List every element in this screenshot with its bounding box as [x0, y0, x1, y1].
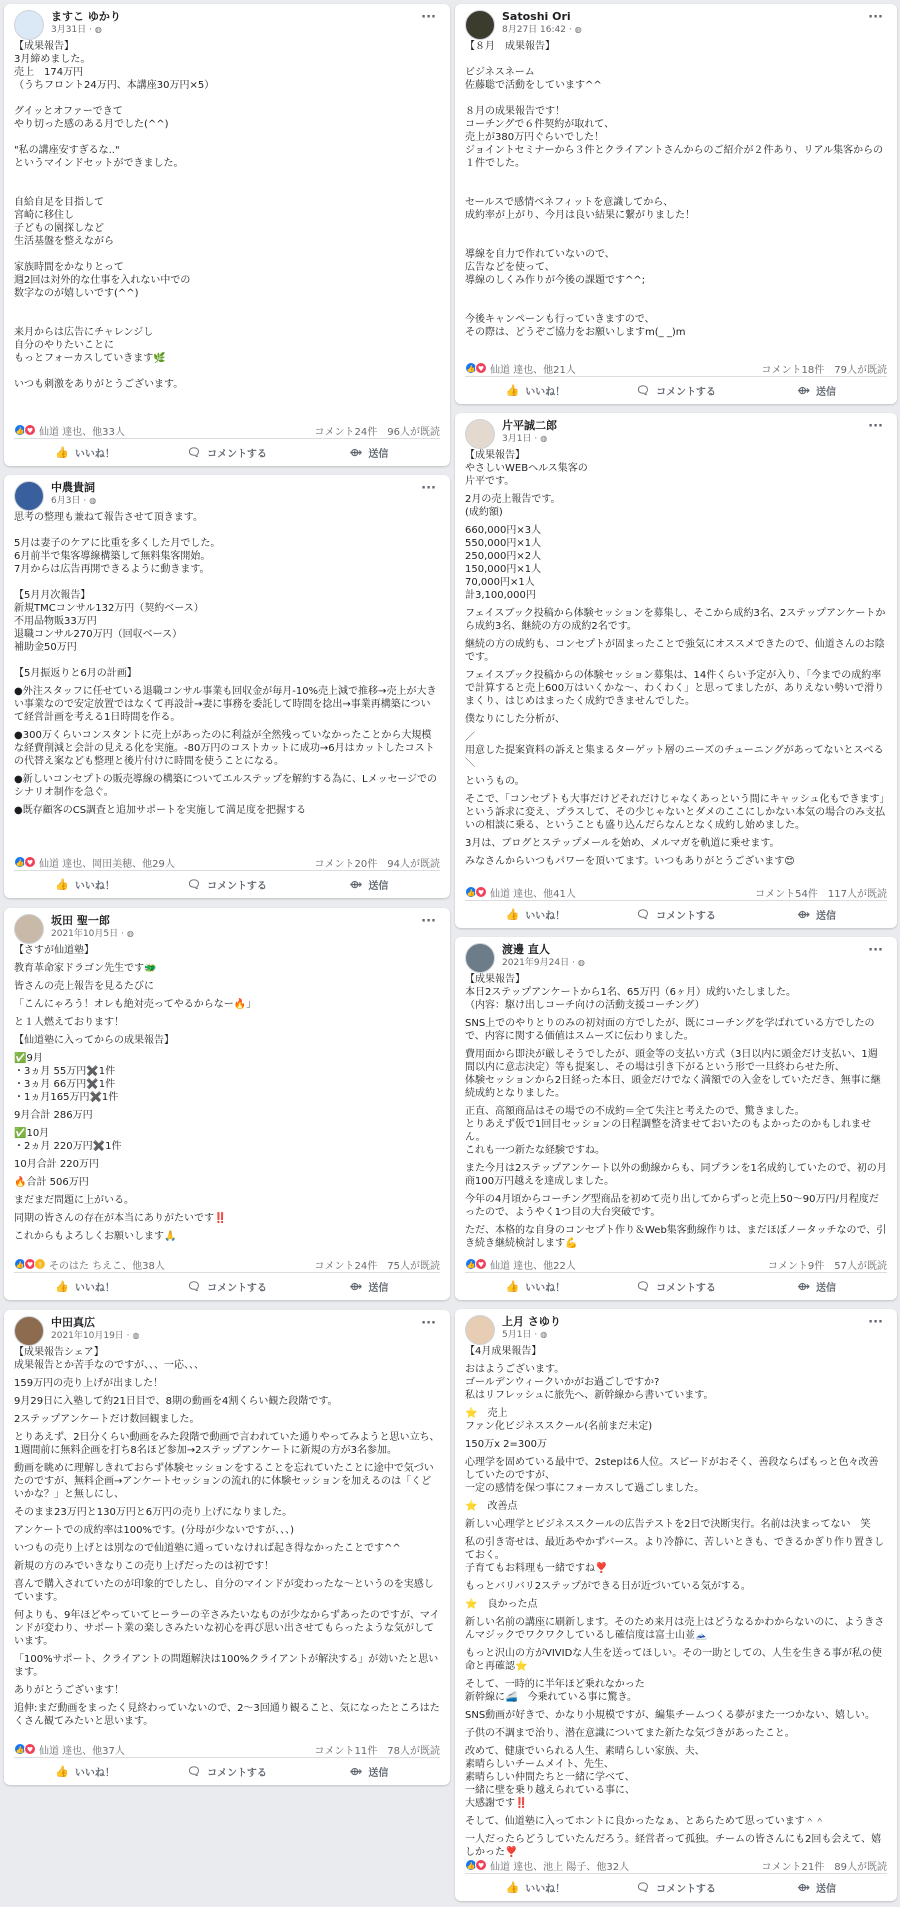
like-button[interactable]	[14, 439, 156, 466]
reaction-icons[interactable]	[14, 1258, 44, 1270]
post-paragraph: そのまま23万円と130万円と6万円の売り上げになりました。	[14, 1507, 293, 1518]
post-header	[4, 908, 450, 944]
post-body	[4, 1346, 450, 1728]
action-bar	[465, 1272, 887, 1300]
wow-reaction-icon: !	[34, 1258, 46, 1270]
post-paragraph: 660,000円×3人 550,000円×1人 250,000円×2人 150,000円×1人 70,000円×1人 計3,100,000円	[465, 525, 542, 601]
post-paragraph: 喜んで購入されていたのが印象的でしたし、自分のマインドが変わったな〜というのを実感しています。	[14, 1579, 434, 1603]
author-name[interactable]: 片平誠二郎	[502, 419, 557, 432]
post-body	[4, 944, 450, 1243]
post-paragraph: 継続の方の成約も、コンセプトが固まったことで強気にオススメできたので、仙道さんのお陰です。	[465, 639, 885, 663]
seen-count[interactable]: 117人が既読	[827, 888, 887, 900]
more-options-icon[interactable]: ···	[868, 1315, 883, 1330]
send-button-label: 送信	[368, 1768, 389, 1779]
send-button[interactable]	[746, 901, 887, 928]
post-paragraph: 【4月成果報告】	[465, 1346, 542, 1357]
reaction-summary	[465, 360, 887, 376]
author-block	[502, 1315, 561, 1345]
avatar[interactable]	[465, 1315, 495, 1345]
comment-button[interactable]	[156, 1273, 298, 1300]
post-paragraph: ✅10月 ・2ヵ月 220万円✖️1件	[14, 1128, 122, 1152]
seen-count[interactable]: 94人が既読	[387, 858, 440, 870]
more-options-icon[interactable]: ···	[421, 914, 436, 929]
post-card	[455, 937, 897, 1300]
post-paragraph: 教育革命家ドラゴン先生です🐲	[14, 963, 157, 974]
like-reaction-icon: 👍	[465, 1258, 477, 1270]
avatar[interactable]	[14, 481, 44, 511]
post-paragraph: 新しい心理学とビジネススクールの広告テストを2日で決断実行。名前は決まってない 笑	[465, 1519, 871, 1530]
like-button-label: いいね！	[74, 1768, 115, 1779]
globe-icon: ◍	[540, 434, 548, 443]
send-button-label: 送信	[816, 1884, 837, 1895]
like-reaction-icon: 👍	[465, 886, 477, 898]
post-date-row	[502, 1328, 561, 1342]
like-reaction-icon: 👍	[14, 1258, 26, 1270]
comment-button[interactable]	[156, 1758, 298, 1785]
reaction-summary	[465, 884, 887, 900]
reaction-icons[interactable]	[14, 424, 34, 436]
more-options-icon[interactable]: ···	[868, 943, 883, 958]
post-paragraph: そして、仙道塾に入ってホントに良かったなぁ、とあらためて思っています＾＾	[465, 1816, 825, 1827]
post-paragraph: フェイスブック投稿からの体験セッション募集は、14件くらい予定が入り、「今までの成約率で計算すると売上600万はいくかな〜、わくわく」と思ってましたが、ありえない勢いで滑りまくり、はじめはまったく成約できませんでした。	[465, 670, 885, 707]
like-button[interactable]	[465, 1874, 606, 1901]
more-options-icon[interactable]: ···	[421, 10, 436, 25]
reaction-summary	[14, 1741, 440, 1757]
post-header	[455, 4, 897, 40]
action-bar	[465, 1873, 887, 1901]
post-paragraph: 3月は、ブログとステップメールを始め、メルマガを軌道に乗せます。	[465, 838, 780, 849]
like-button-label: いいね！	[74, 881, 115, 892]
post-paragraph: 「100%サポート、クライアントの問題解決は100%クライアントが解決する」が効いたと思います。	[14, 1654, 439, 1678]
reaction-icons[interactable]	[465, 362, 485, 374]
thumbs-up-icon: 👍	[55, 878, 69, 891]
messenger-icon: ⟴	[797, 1881, 811, 1894]
speech-bubble-icon: 🗨	[636, 1881, 651, 1894]
reaction-summary	[14, 1256, 440, 1272]
thumbs-up-icon: 👍	[55, 446, 69, 459]
author-name[interactable]: Satoshi Ori	[502, 10, 571, 23]
love-reaction-icon: ♥	[475, 1859, 487, 1871]
post-paragraph: 【仙道塾に入ってからの成果報告】	[14, 1035, 174, 1046]
author-block	[502, 419, 557, 449]
reaction-summary	[14, 422, 440, 438]
post-paragraph: 【さすが仙道塾】	[14, 945, 94, 956]
post-paragraph: SNS動画が好きで、かなり小規模ですが、編集チームつくる夢がまた一つかない、嬉しい。	[465, 1710, 875, 1721]
post-paragraph: 【成果報告シェア】 成果報告とか苦手なのですが、、、一応、、、	[14, 1347, 204, 1371]
send-button[interactable]	[298, 439, 440, 466]
post-paragraph: 【８月 成果報告】 ビジネスネーム 佐藤聡で活動をしています^^ ８月の成果報告です！ コーチングで６件契約が取れて、 売上が380万円ぐらいでした！ ジョイントセミナーから３件とクライアントさんからのご紹介が２件あり、リアル集客からの１件でした。 セールスで感情ベネフィットを意識してから、 成約率が上がり、今月は良い結果に繋がりました！ 導線を自力で作れていないので、 広告などを使って、 導線のしくみ作りが今後の課題です^^; 今後キャンペーンも行っていきますので、 その際は、どうぞご協力をお願いしますm(_ _)m	[465, 41, 884, 338]
comment-count[interactable]: コメント21件	[761, 1861, 825, 1873]
send-button-label: 送信	[368, 881, 389, 892]
love-reaction-icon: ♥	[475, 886, 487, 898]
comment-button-label: コメントする	[207, 1768, 267, 1779]
post-paragraph: 【成果報告】 3月締めました。 売上 174万円 （うちフロント24万円、本講座30万円×5） グイッとオファーできて やり切った感のある月でした(^^) "私の講座安すぎるな.." というマインドセットができました。 自給自足を目指して 宮崎に移住し 子どもの園探しなど 生活基盤を整えながら 家族時間をかなりとって 週2回は対外的な仕事を入れない中での 数字なのが嬉しいです(^^) 来月からは広告にチャレンジし 自分のやりたいことに もっとフォーカスしていきます🌿 いつも刺激をありがとうございます。	[14, 41, 215, 390]
post-paragraph: フェイスブック投稿から体験セッションを募集し、そこから成約3名、2ステップアンケートから成約3名、継続の方の成約2名です。	[465, 608, 886, 632]
author-block	[502, 943, 585, 973]
comment-count[interactable]: コメント54件	[755, 888, 818, 900]
speech-bubble-icon: 🗨	[636, 908, 651, 921]
love-reaction-icon: ♥	[24, 1743, 36, 1755]
love-reaction-icon: ♥	[24, 856, 36, 868]
comment-count[interactable]: コメント24件	[314, 426, 378, 438]
post-body	[4, 511, 450, 817]
post-paragraph: 改めて、健康でいられる人生、素晴らしい家族、夫、 素晴らしいチームメイト、先生、 素晴らしい仲間たちと一緒に学べて、 一緒に壁を乗り越えられている事に、 大感謝です‼️	[465, 1746, 705, 1809]
reaction-icons[interactable]	[465, 1859, 485, 1871]
thumbs-up-icon: 👍	[505, 908, 520, 921]
post-paragraph: 🔥合計 506万円	[14, 1177, 89, 1188]
post-paragraph: いつもの売り上げとは別なので仙道塾に通っていなければ起き得なかったことです^^	[14, 1543, 401, 1554]
reaction-names[interactable]: 仙道 達也、他41人	[490, 888, 576, 900]
seen-count[interactable]: 89人が既読	[834, 1861, 887, 1873]
send-button-label: 送信	[368, 449, 389, 460]
post-paragraph: 心理学を固めている最中で、2stepは6人位。スピードがおそく、善段ならばもっと色々改善していたのですが、 一定の感情を保つ事にフォーカスして過ごしました。	[465, 1457, 879, 1494]
messenger-icon: ⟴	[797, 908, 811, 921]
like-reaction-icon: 👍	[14, 1743, 26, 1755]
comment-button[interactable]	[606, 1273, 747, 1300]
comment-button[interactable]	[606, 377, 747, 404]
reaction-names[interactable]: 仙道 達也、他37人	[39, 1745, 125, 1757]
avatar[interactable]	[14, 10, 44, 40]
like-button[interactable]	[14, 871, 156, 898]
post-header	[455, 1309, 897, 1345]
like-button-label: いいね！	[74, 1283, 115, 1294]
post-paragraph: 皆さんの売上報告を見るたびに	[14, 981, 154, 992]
comment-button[interactable]	[606, 901, 747, 928]
reaction-summary	[465, 1256, 887, 1272]
like-button-label: いいね！	[525, 911, 566, 922]
post-paragraph: もっとバリバリ2ステップができる日が近づいている気がする。	[465, 1581, 751, 1592]
post-card	[4, 1310, 450, 1785]
avatar[interactable]	[14, 1316, 44, 1346]
like-button-label: いいね！	[525, 387, 566, 398]
post-date-row	[51, 23, 121, 37]
post-date-row	[51, 1329, 140, 1343]
speech-bubble-icon: 🗨	[636, 384, 651, 397]
globe-icon: ◍	[94, 25, 102, 34]
messenger-icon: ⟴	[797, 1280, 811, 1293]
love-reaction-icon: ♥	[475, 1258, 487, 1270]
seen-count[interactable]: 57人が既読	[834, 1260, 887, 1272]
reaction-names[interactable]: そのはた ちえこ、他38人	[49, 1260, 165, 1272]
send-button[interactable]	[298, 1758, 440, 1785]
globe-icon: ◍	[132, 1331, 140, 1340]
post-paragraph: 新規の方のみでいきなりこの売り上げだったのは初です！	[14, 1561, 274, 1572]
post-card	[455, 4, 897, 404]
post-paragraph: 同期の皆さんの存在が本当にありがたいです‼️	[14, 1213, 227, 1224]
action-bar	[14, 870, 440, 898]
messenger-icon: ⟴	[349, 1280, 363, 1293]
more-options-icon[interactable]: ···	[868, 10, 883, 25]
comment-count[interactable]: コメント18件	[761, 364, 825, 376]
globe-icon: ◍	[540, 1330, 548, 1339]
comment-button-label: コメントする	[656, 387, 716, 398]
author-name[interactable]: 中田真広	[51, 1316, 95, 1329]
comment-button-label: コメントする	[656, 911, 716, 922]
post-paragraph: 何よりも、9年ほどやっていてヒーラーの辛さみたいなものが少なからずあったのですが、マインドが変わり、サポート業の楽しさみたいな初心を再び思い出させてもらったような気がしています。	[14, 1610, 440, 1647]
post-paragraph: 「こんにゃろう！オレも絶対売ってやるからなー🔥」	[14, 999, 257, 1010]
post-paragraph: ただ、本格的な自身のコンセプト作り＆Web集客動線作りは、まだほぼノータッチなので、引き続き継続検討します💪	[465, 1225, 887, 1249]
post-paragraph: みなさんからいつもパワーを頂いてます。いつもありがとうございます😊	[465, 856, 795, 867]
comment-count[interactable]: コメント20件	[314, 858, 378, 870]
post-paragraph: ●既存顧客のCS調査と追加サポートを実施して満足度を把握する	[14, 805, 307, 816]
send-button-label: 送信	[368, 1283, 389, 1294]
post-body	[455, 40, 897, 339]
author-name[interactable]: 中農貴詞	[51, 481, 95, 494]
avatar[interactable]	[14, 914, 44, 944]
globe-icon: ◍	[574, 25, 582, 34]
comment-button[interactable]	[156, 439, 298, 466]
post-date-row	[51, 927, 134, 941]
post-paragraph: ●外注スタッフに任せている退職コンサル事業も回収金が毎月-10%売上減で推移→売上が大きい事業なので安定放置ではなくて再設計→妻に事務を委託して時間を捻出→事業再構築について経営計画を考える1日時間を作る。	[14, 686, 437, 723]
post-date[interactable]: 6月3日 ·	[51, 496, 87, 506]
reaction-summary	[465, 1857, 887, 1873]
send-button[interactable]	[746, 1273, 887, 1300]
like-reaction-icon: 👍	[465, 362, 477, 374]
send-button[interactable]	[746, 1874, 887, 1901]
comment-button-label: コメントする	[207, 449, 267, 460]
post-paragraph: まだまだ問題に上がいる。	[14, 1195, 134, 1206]
post-paragraph: そこで、「コンセプトも大事だけどそれだけじゃなくあっという間にキャッシュ化もできます」という訴求に変え、プラスして、その少じゃないとダメのここにしかない本気の場合のみ支払いの相談に乗る、ということも盛り込んだらなんとなく成約し始めました。	[465, 794, 886, 831]
reaction-names[interactable]: 仙道 達也、他21人	[490, 364, 576, 376]
post-date[interactable]: 8月27日 16:42 ·	[502, 25, 572, 35]
post-paragraph: ／ 用意した提案資料の訴えと集まるターゲット層のニーズのチューニングがあってないとスベる ＼	[465, 732, 884, 769]
like-button-label: いいね！	[525, 1283, 566, 1294]
post-card	[4, 4, 450, 466]
post-paragraph: 僕なりにした分析が、	[465, 714, 565, 725]
globe-icon: ◍	[126, 929, 134, 938]
like-button[interactable]	[465, 901, 606, 928]
messenger-icon: ⟴	[797, 384, 811, 397]
like-button[interactable]	[14, 1758, 156, 1785]
post-paragraph: ●300万くらいコンスタントに売上があったのに利益が全然残っていなかったことから大規模な経費削減と会計の見える化を実施。-80万円のコストカットに成功→6月はカットしたコストの代替え案なども整理と後片付けに時間を使うことになる。	[14, 730, 435, 767]
comment-button-label: コメントする	[207, 881, 267, 892]
post-paragraph: 私の引き寄せは、最近あやかずバース。より冷静に、苦しいときも、できるかぎり作り置きしておく。 子育てもお料理も一緒ですね❣️	[465, 1537, 884, 1574]
post-paragraph: というもの。	[465, 776, 525, 787]
send-button-label: 送信	[816, 387, 837, 398]
messenger-icon: ⟴	[349, 1765, 363, 1778]
like-reaction-icon: 👍	[465, 1859, 477, 1871]
post-date[interactable]: 3月1日 ·	[502, 434, 538, 444]
post-paragraph: 費用面から即決が厳しそうでしたが、頭金等の支払い方式（3日以内に頭金だけ支払い、1週間以内に意志決定）等も提案し、その場は引き下がるという形で一旦終わらせた所、 体験セッションから2日経った本日、頭金だけでなく満額での入金をしていただき、無事に継続成約となりました。	[465, 1049, 881, 1099]
send-button[interactable]	[298, 871, 440, 898]
seen-count[interactable]: 75人が既読	[387, 1260, 440, 1272]
comment-button[interactable]	[606, 1874, 747, 1901]
reaction-icons[interactable]	[14, 1743, 34, 1755]
post-paragraph: もっと沢山の方がVIVIDな人生を送ってほしい。その一助としての、人生を生きる事が私の使命と再確認⭐	[465, 1648, 882, 1672]
post-paragraph: 9月29日に入塾して約21日目で、8期の動画を4割くらい観た段階です。	[14, 1396, 338, 1407]
speech-bubble-icon: 🗨	[187, 446, 202, 459]
love-reaction-icon: ♥	[475, 362, 487, 374]
thumbs-up-icon: 👍	[55, 1765, 69, 1778]
post-header	[4, 1310, 450, 1346]
like-button[interactable]	[465, 1273, 606, 1300]
post-body	[4, 40, 450, 391]
post-paragraph: ⭐ 売上 ファン化ビジネススクール(名前まだ未定)	[465, 1408, 653, 1432]
avatar[interactable]	[465, 10, 495, 40]
love-reaction-icon: ♥	[24, 424, 36, 436]
reaction-summary	[14, 854, 440, 870]
reaction-icons[interactable]	[465, 1258, 485, 1270]
send-button-label: 送信	[816, 1283, 837, 1294]
comment-count[interactable]: コメント24件	[314, 1260, 378, 1272]
post-paragraph: アンケートでの成約率は100%です。(分母が少ないですが、、、)	[14, 1525, 294, 1536]
post-card	[4, 908, 450, 1300]
reaction-icons[interactable]	[465, 886, 485, 898]
post-paragraph: ありがとうございます！	[14, 1685, 124, 1696]
post-paragraph: 【成果報告】 本日2ステップアンケートから1名、65万円（6ヶ月）成約いたしました。 （内容：駆け出しコーチ向けの活動支援コーチング）	[465, 974, 797, 1011]
post-paragraph: 思考の整理も兼ねて報告させて頂きます。 5月は妻子のケアに比重を多くした月でした。 6月前半で集客導線構築して無料集客開始。 7月からは広告再開できるように動きます。 【5月月次報告】 新規TMCコンサル132万円（契約ベース） 不用品物販33万円 退職コンサル270万円（回収ベース） 補助金50万円 【5月振返りと6月の計画】	[14, 512, 221, 679]
post-paragraph: ⭐ 改善点	[465, 1501, 518, 1512]
post-paragraph: 159万円の売り上げが出ました！	[14, 1378, 164, 1389]
action-bar	[465, 376, 887, 404]
author-block	[51, 914, 134, 944]
like-reaction-icon: 👍	[14, 424, 26, 436]
post-date[interactable]: 5月1日 ·	[502, 1330, 538, 1340]
reaction-names[interactable]: 仙道 達也、岡田美穂、他29人	[39, 858, 175, 870]
post-paragraph: ✅9月 ・3ヵ月 55万円✖️1件 ・3ヵ月 66万円✖️1件 ・1ヵ月165万円✖️1件	[14, 1053, 119, 1103]
like-button-label: いいね！	[525, 1884, 566, 1895]
author-name[interactable]: 上月 さゆり	[502, 1315, 561, 1328]
post-paragraph: 2ステップアンケートだけ数回観ました。	[14, 1414, 200, 1425]
post-paragraph: 150万x 2=300万	[465, 1439, 548, 1450]
post-paragraph: 10月合計 220万円	[14, 1159, 99, 1170]
post-header	[4, 4, 450, 40]
action-bar	[14, 1757, 440, 1785]
send-button[interactable]	[298, 1273, 440, 1300]
post-card	[455, 413, 897, 928]
post-date[interactable]: 2021年10月19日 ·	[51, 1331, 130, 1341]
author-name[interactable]: ますこ ゆかり	[51, 10, 121, 23]
messenger-icon: ⟴	[349, 878, 363, 891]
post-paragraph: 動画を眺めに理解しきれておらず体験セッションをすることを忘れていたことに途中で気づいたのですが、無料企画→アンケートセッションの流れ的に体験セッションを加えるのは「くどいかな？」と無しにし、	[14, 1463, 434, 1500]
speech-bubble-icon: 🗨	[636, 1280, 651, 1293]
avatar[interactable]	[465, 943, 495, 973]
post-body	[455, 1345, 897, 1859]
post-paragraph: SNS上でのやりとりのみの初対面の方でしたが、既にコーチングを学ばれている方でしたので、内容に関する価値はスムーズに伝わりました。	[465, 1018, 875, 1042]
like-button[interactable]	[465, 377, 606, 404]
avatar[interactable]	[465, 419, 495, 449]
comment-count[interactable]: コメント9件	[767, 1260, 825, 1272]
seen-count[interactable]: 78人が既読	[387, 1745, 440, 1757]
author-block	[51, 481, 96, 511]
thumbs-up-icon: 👍	[505, 1881, 520, 1894]
post-date[interactable]: 2021年10月5日 ·	[51, 929, 124, 939]
thumbs-up-icon: 👍	[505, 384, 520, 397]
speech-bubble-icon: 🗨	[187, 1765, 202, 1778]
reaction-names[interactable]: 仙道 達也、池上 陽子、他32人	[490, 1861, 630, 1873]
post-paragraph: ●新しいコンセプトの販売導線の構築についてエルステップを解約する為に、Lメッセージでのシナリオ制作を急ぐ。	[14, 774, 437, 798]
post-paragraph: とりあえず、2日分くらい動画をみた段階で動画で言われていた通りやってみようと思い立ち、1週間前に無料企画を打ち8名ほど参加→2ステップアンケートに新規の方が3名参加。	[14, 1432, 440, 1456]
author-block	[51, 1316, 140, 1346]
post-paragraph: 正直、高額商品はその場での不成約＝全て失注と考えたので、驚きました。 とりあえず仮で1回目セッションの日程調整を済ませておいたのもよかったのかもしれません。 これも一つ新たな経験ですね。	[465, 1106, 872, 1156]
speech-bubble-icon: 🗨	[187, 1280, 202, 1293]
post-paragraph: 一人だったらどうしていたんだろう。経営者って孤独。チームの皆さんにも2回も会えて、嬉しかった❣️	[465, 1834, 882, 1858]
post-date[interactable]: 2021年9月24日 ·	[502, 958, 575, 968]
more-options-icon[interactable]: ···	[421, 1316, 436, 1331]
seen-count[interactable]: 96人が既読	[387, 426, 440, 438]
post-body	[455, 973, 897, 1250]
post-paragraph: 追伸:まだ動画をまったく見終わっていないので、2〜3回通り観ること、気になったところはたくさん観てみたいと思います。	[14, 1703, 440, 1727]
action-bar	[14, 438, 440, 466]
like-reaction-icon: 👍	[14, 856, 26, 868]
comment-button-label: コメントする	[656, 1884, 716, 1895]
send-button-label: 送信	[816, 911, 837, 922]
post-date-row	[502, 956, 585, 970]
speech-bubble-icon: 🗨	[187, 878, 202, 891]
reaction-names[interactable]: 仙道 達也、他22人	[490, 1260, 576, 1272]
post-body	[455, 449, 897, 868]
post-paragraph: と１人燃えております！	[14, 1017, 124, 1028]
reaction-icons[interactable]	[14, 856, 34, 868]
author-name[interactable]: 渡邊 直人	[502, 943, 550, 956]
thumbs-up-icon: 👍	[505, 1280, 520, 1293]
comment-button-label: コメントする	[656, 1283, 716, 1294]
post-header	[455, 937, 897, 973]
author-block	[502, 10, 582, 40]
comment-count[interactable]: コメント11件	[314, 1745, 378, 1757]
post-paragraph: そして、一時的に半年ほど乗れなかった 新幹線に🚄 今乗れている事に驚き。	[465, 1679, 645, 1703]
post-paragraph: 今年の4月頃からコーチング型商品を初めて売り出してからずっと売上50〜90万円/月程度だったので、ようやく1つ目の大台突破です。	[465, 1194, 879, 1218]
post-card	[4, 475, 450, 898]
post-paragraph: これからもよろしくお願いします🙏	[14, 1231, 177, 1242]
post-paragraph: また今月は2ステップアンケート以外の動線からも、同プランを1名成約していたので、初の月商100万円越えを達成しました。	[465, 1163, 887, 1187]
post-paragraph: 新しい名前の講座に刷新します。そのため来月は売上はどうなるかわからないのに、ようきさんマジックでワクワクしているし確信度は富士山並🗻	[465, 1617, 885, 1641]
more-options-icon[interactable]: ···	[421, 481, 436, 496]
post-paragraph: 【成果報告】 やさしいWEBヘルス集客の 片平です。	[465, 450, 588, 487]
post-date-row	[51, 494, 96, 508]
globe-icon: ◍	[577, 958, 585, 967]
post-date-row	[502, 432, 557, 446]
post-date-row	[502, 23, 582, 37]
comment-button[interactable]	[156, 871, 298, 898]
thumbs-up-icon: 👍	[55, 1280, 69, 1293]
like-button[interactable]	[14, 1273, 156, 1300]
send-button[interactable]	[746, 377, 887, 404]
post-paragraph: ⭐ 良かった点	[465, 1599, 538, 1610]
author-block	[51, 10, 121, 40]
post-header	[4, 475, 450, 511]
comment-button-label: コメントする	[207, 1283, 267, 1294]
like-button-label: いいね！	[74, 449, 115, 460]
post-paragraph: 2月の売上報告です。 (成約額)	[465, 494, 561, 518]
post-card	[455, 1309, 897, 1901]
post-date[interactable]: 3月31日 ·	[51, 25, 92, 35]
post-paragraph: 子供の不調まで治り、潜在意識についてまた新たな気づきがあったこと。	[465, 1728, 795, 1739]
post-header	[455, 413, 897, 449]
author-name[interactable]: 坂田 聖一郎	[51, 914, 110, 927]
messenger-icon: ⟴	[349, 446, 363, 459]
more-options-icon[interactable]: ···	[868, 419, 883, 434]
post-paragraph: 9月合計 286万円	[14, 1110, 93, 1121]
seen-count[interactable]: 79人が既読	[834, 364, 887, 376]
action-bar	[14, 1272, 440, 1300]
reaction-names[interactable]: 仙道 達也、他33人	[39, 426, 125, 438]
globe-icon: ◍	[89, 496, 97, 505]
action-bar	[465, 900, 887, 928]
love-reaction-icon: ♥	[24, 1258, 36, 1270]
post-paragraph: おはようございます。 ゴールデンウィークいかがお過ごしですか? 私はリフレッシュに旅先へ、新幹線から書いています。	[465, 1364, 714, 1401]
